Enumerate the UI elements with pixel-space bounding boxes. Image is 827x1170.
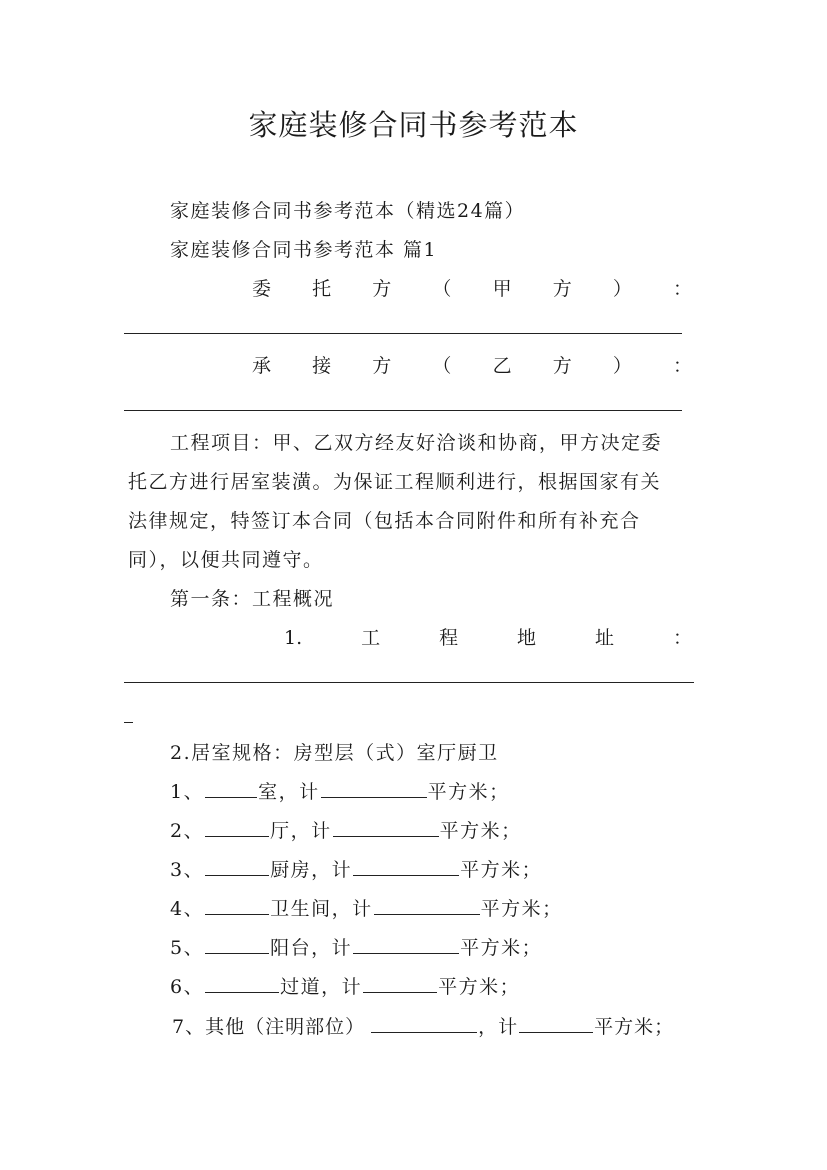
room-spec-heading: 2.居室规格：房型层（式）室厅厨卫 bbox=[170, 742, 499, 764]
room-item-2: 2、 厅，计 平方米； bbox=[170, 820, 522, 842]
blank-line bbox=[353, 936, 459, 954]
blank-line bbox=[519, 1015, 593, 1033]
room-item-3: 3、 厨房，计 平方米； bbox=[170, 859, 543, 881]
intro-line-3: 法律规定，特签订本合同（包括本合同附件和所有补充合 bbox=[128, 510, 641, 532]
intro-line-4: 同），以便共同遵守。 bbox=[128, 549, 324, 571]
blank-line bbox=[205, 858, 269, 876]
blank-line bbox=[205, 819, 269, 837]
blank-line bbox=[205, 897, 269, 915]
blank-line bbox=[353, 858, 459, 876]
address-blank-continuation bbox=[124, 722, 133, 723]
party-b-label: 承 接 方 （ 乙 方 ） ： bbox=[252, 355, 692, 377]
blank-line bbox=[363, 975, 437, 993]
document-title: 家庭装修合同书参考范本 bbox=[248, 108, 579, 142]
address-blank-line bbox=[124, 682, 694, 683]
room-item-1: 1、 室，计 平方米； bbox=[170, 781, 510, 803]
section-heading: 家庭装修合同书参考范本 篇1 bbox=[170, 239, 438, 261]
blank-line bbox=[371, 1015, 477, 1033]
room-item-7: 7、其他（注明部位） ，计 平方米； bbox=[172, 1016, 675, 1038]
intro-line-1: 工程项目：甲、乙双方经友好洽谈和协商，甲方决定委 bbox=[170, 432, 663, 454]
party-a-label: 委 托 方 （ 甲 方 ） ： bbox=[252, 278, 692, 300]
room-item-4: 4、 卫生间，计 平方米； bbox=[170, 898, 563, 920]
blank-line bbox=[205, 936, 269, 954]
blank-line bbox=[374, 897, 480, 915]
address-label: 1. 工 程 地 址 ： bbox=[284, 627, 692, 649]
party-a-blank-line bbox=[124, 333, 682, 334]
room-item-5: 5、 阳台，计 平方米； bbox=[170, 937, 543, 959]
intro-line-2: 托乙方进行居室装潢。为保证工程顺利进行，根据国家有关 bbox=[128, 471, 662, 493]
room-item-6: 6、 过道，计 平方米； bbox=[170, 976, 521, 998]
blank-line bbox=[333, 819, 439, 837]
blank-line bbox=[205, 780, 257, 798]
party-b-blank-line bbox=[124, 410, 682, 411]
subtitle: 家庭装修合同书参考范本（精选24篇） bbox=[170, 200, 526, 222]
article-1-heading: 第一条：工程概况 bbox=[170, 588, 335, 610]
blank-line bbox=[321, 780, 427, 798]
blank-line bbox=[205, 975, 279, 993]
